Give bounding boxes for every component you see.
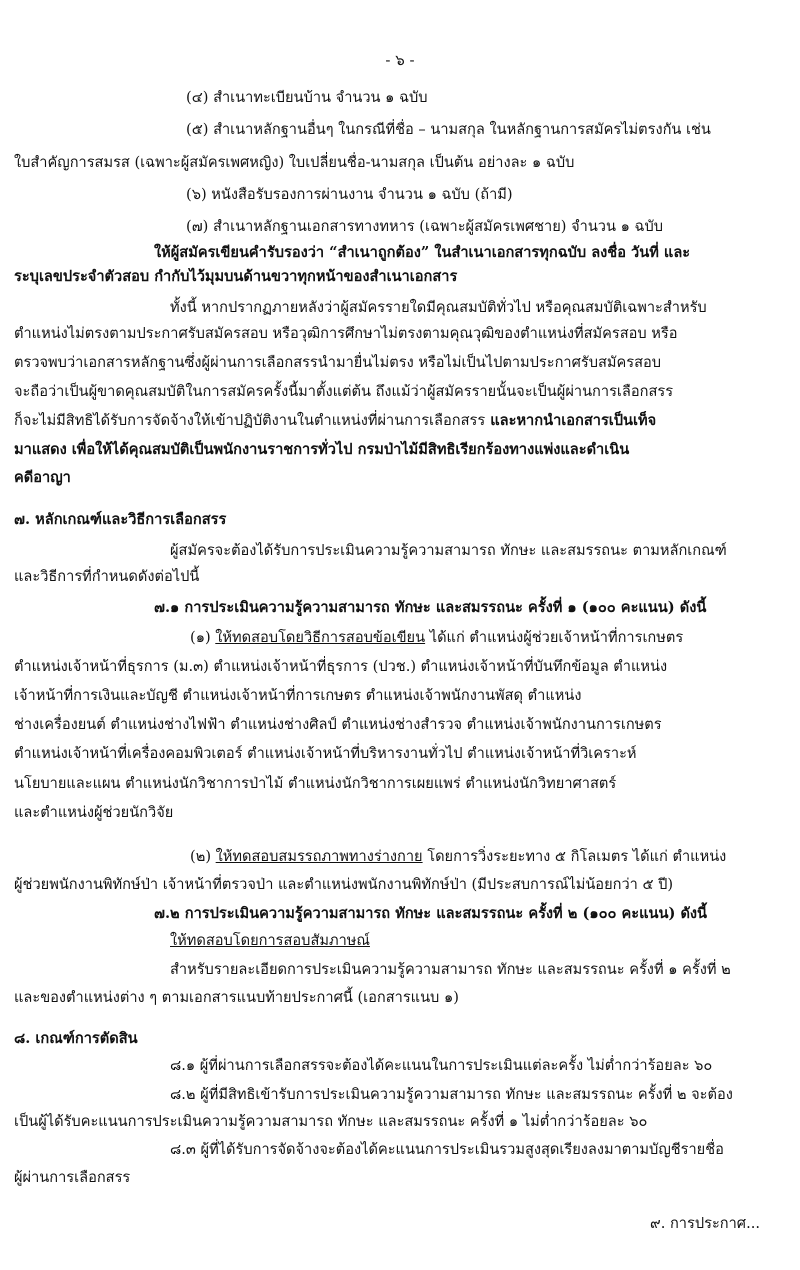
text-line: ผู้ผ่านการเลือกสรร [14,1169,131,1186]
text-line: เป็นผู้ได้รับคะแนนการประเมินความรู้ความสามารถ ทักษะ และสมรรถนะ ครั้งที่ ๑ ไม่ต่ำกว่าร้อยละ ๖๐ [14,1113,648,1130]
underlined-text-segment: ให้ทดสอบสมรรถภาพทางร่างกาย [215,848,423,865]
text-line: คดีอาญา [14,469,71,486]
text-line: (๖) หนังสือรับรองการผ่านงาน จำนวน ๑ ฉบับ (ถ้ามี) [186,186,513,203]
text-line: และของตำแหน่งต่าง ๆ ตามเอกสารแนบท้ายประกาศนี้ (เอกสารแนบ ๑) [14,989,459,1006]
underlined-text-line: ให้ทดสอบโดยการสอบสัมภาษณ์ [170,932,370,949]
text-line: (๔) สำเนาทะเบียนบ้าน จำนวน ๑ ฉบับ [186,89,428,106]
text-line: ระบุเลขประจำตัวสอบ กำกับไว้มุมบนด้านขวาทุกหน้าของสำเนาเอกสาร [14,268,458,285]
text-line: เจ้าหน้าที่การเงินและบัญชี ตำแหน่งเจ้าหน้าที่การเกษตร ตำแหน่งเจ้าพนักงานพัสดุ ตำแหน่ง [14,687,582,704]
text-line: ตำแหน่งเจ้าหน้าที่ธุรการ (ม.๓) ตำแหน่งเจ้าหน้าที่ธุรการ (ปวช.) ตำแหน่งเจ้าหน้าที่บันทึกข้อมูล ตำแหน่ง [14,658,668,675]
text-line: ๘.๒ ผู้ที่มีสิทธิเข้ารับการประเมินความรู้ความสามารถ ทักษะ และสมรรถนะ ครั้งที่ ๒ จะต้อง [170,1086,733,1103]
text-line [190,845,786,869]
text-line [14,409,786,433]
text-line: และวิธีการที่กำหนดดังต่อไปนี้ [14,568,200,585]
page-number: - ๖ - [385,51,415,69]
section-heading: ๗. หลักเกณฑ์และวิธีการเลือกสรร [14,511,227,528]
underlined-text-segment: ให้ทดสอบโดยวิธีการสอบข้อเขียน [215,629,426,646]
text-line: ตรวจพบว่าเอกสารหลักฐานซึ่งผู้ผ่านการเลือกสรรนำมายื่นไม่ตรง หรือไม่เป็นไปตามประกาศรับสมัครสอบ [14,354,662,371]
text-line: ทั้งนี้ หากปรากฏภายหลังว่าผู้สมัครรายใดมีคุณสมบัติทั่วไป หรือคุณสมบัติเฉพาะสำหรับ [170,299,707,316]
text-line: นโยบายและแผน ตำแหน่งนักวิชาการป่าไม้ ตำแหน่งนักวิชาการเผยแพร่ ตำแหน่งนักวิทยาศาสตร์ [14,775,617,792]
text-line: ๘.๑ ผู้ที่ผ่านการเลือกสรรจะต้องได้คะแนนในการประเมินแต่ละครั้ง ไม่ต่ำกว่าร้อยละ ๖๐ [170,1057,713,1074]
text-segment: ได้แก่ ตำแหน่งผู้ช่วยเจ้าหน้าที่การเกษตร [425,629,684,646]
text-line [190,626,786,650]
text-line: จะถือว่าเป็นผู้ขาดคุณสมบัติในการสมัครครั้งนี้มาตั้งแต่ต้น ถึงแม้ว่าผู้สมัครรายนั้นจะเป็นผู้ผ่านการเลือกสรร [14,383,674,400]
text-segment: โดยการวิ่งระยะทาง ๕ กิโลเมตร ได้แก่ ตำแหน่ง [422,848,727,865]
text-line: ตำแหน่งเจ้าหน้าที่เครื่องคอมพิวเตอร์ ตำแหน่งเจ้าหน้าที่บริหารงานทั่วไป ตำแหน่งเจ้าหน้าที่วิเคราะห์ [14,745,637,762]
bold-text-segment: และหากนำเอกสารเป็นเท็จ [485,412,657,429]
text-segment: (๑) [190,629,216,646]
text-line: สำหรับรายละเอียดการประเมินความรู้ความสามารถ ทักษะ และสมรรถนะ ครั้งที่ ๑ ครั้งที่ ๒ [170,961,731,978]
text-segment: (๒) [190,848,216,865]
text-line: และตำแหน่งผู้ช่วยนักวิจัย [14,804,174,821]
text-line: มาแสดง เพื่อให้ได้คุณสมบัติเป็นพนักงานราชการทั่วไป กรมป่าไม้มีสิทธิเรียกร้องทางแพ่งและดำเนิน [14,441,630,458]
text-segment: ก็จะไม่มีสิทธิได้รับการจัดจ้างให้เข้าปฏิบัติงานในตำแหน่งที่ผ่านการเลือกสรร [14,412,486,429]
text-line: ผู้สมัครจะต้องได้รับการประเมินความรู้ความสามารถ ทักษะ และสมรรถนะ ตามหลักเกณฑ์ [170,542,727,559]
text-line: ตำแหน่งไม่ตรงตามประกาศรับสมัครสอบ หรือวุฒิการศึกษาไม่ตรงตามคุณวุฒิของตำแหน่งที่สมัครสอบ หรือ [14,325,678,342]
text-line: ช่างเครื่องยนต์ ตำแหน่งช่างไฟฟ้า ตำแหน่งช่างศิลป์ ตำแหน่งช่างสำรวจ ตำแหน่งเจ้าพนักงานการเกษตร [14,716,662,733]
text-line: ให้ผู้สมัครเขียนคำรับรองว่า “สำเนาถูกต้อง” ในสำเนาเอกสารทุกฉบับ ลงชื่อ วันที่ และ [154,244,691,261]
continuation-note: ๙. การประกาศ... [650,1215,760,1232]
subsection-heading: ๗.๑ การประเมินความรู้ความสามารถ ทักษะ และสมรรถนะ ครั้งที่ ๑ (๑๐๐ คะแนน) ดังนี้ [154,599,707,616]
subsection-heading: ๗.๒ การประเมินความรู้ความสามารถ ทักษะ และสมรรถนะ ครั้งที่ ๒ (๑๐๐ คะแนน) ดังนี้ [154,905,708,922]
text-line: ใบสำคัญการสมรส (เฉพาะผู้สมัครเพศหญิง) ใบเปลี่ยนชื่อ-นามสกุล เป็นต้น อย่างละ ๑ ฉบับ [14,154,575,171]
text-line: ๘.๓ ผู้ที่ได้รับการจัดจ้างจะต้องได้คะแนนการประเมินรวมสูงสุดเรียงลงมาตามบัญชีรายชื่อ [170,1141,724,1158]
text-line: ผู้ช่วยพนักงานพิทักษ์ป่า เจ้าหน้าที่ตรวจป่า และตำแหน่งพนักงานพิทักษ์ป่า (มีประสบการณ์ไม่น้อยกว่า ๕ ปี) [14,876,674,893]
text-line: (๕) สำเนาหลักฐานอื่นๆ ในกรณีที่ชื่อ – นามสกุล ในหลักฐานการสมัครไม่ตรงกัน เช่น [186,121,711,138]
text-line: (๗) สำเนาหลักฐานเอกสารทางทหาร (เฉพาะผู้สมัครเพศชาย) จำนวน ๑ ฉบับ [186,218,663,235]
section-heading: ๘. เกณฑ์การตัดสิน [14,1030,138,1047]
